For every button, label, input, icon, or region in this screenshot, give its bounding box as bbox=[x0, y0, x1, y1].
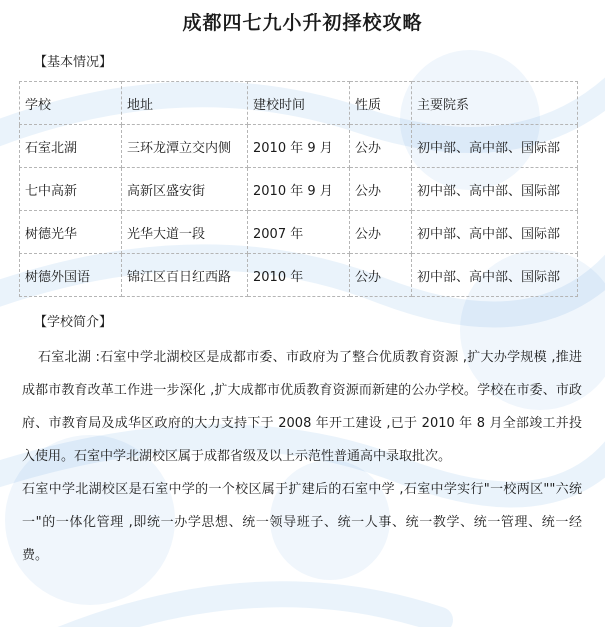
table-header-cell: 地址 bbox=[122, 82, 248, 125]
table-cell: 2007 年 bbox=[248, 211, 350, 254]
table-row bbox=[20, 125, 578, 168]
table-cell: 初中部、高中部、国际部 bbox=[412, 254, 578, 297]
table-cell: 公办 bbox=[350, 168, 412, 211]
school-intro-heading: 【学校简介】 bbox=[34, 315, 113, 330]
table-header-row bbox=[20, 82, 578, 125]
school-intro-text bbox=[22, 341, 582, 572]
basic-info-heading: 【基本情况】 bbox=[34, 55, 113, 70]
page-title: 成都四七九小升初择校攻略 bbox=[182, 12, 423, 34]
table-cell: 2010 年 9 月 bbox=[248, 168, 350, 211]
table-cell: 三环龙潭立交内侧 bbox=[122, 125, 248, 168]
school-info-table bbox=[19, 81, 578, 297]
table-cell: 公办 bbox=[350, 125, 412, 168]
table-cell: 光华大道一段 bbox=[122, 211, 248, 254]
table-cell: 公办 bbox=[350, 254, 412, 297]
table-row bbox=[20, 254, 578, 297]
table-header-cell: 性质 bbox=[350, 82, 412, 125]
table-cell: 七中高新 bbox=[20, 168, 122, 211]
table-cell: 高新区盛安街 bbox=[122, 168, 248, 211]
table-cell: 公办 bbox=[350, 211, 412, 254]
table-cell: 石室北湖 bbox=[20, 125, 122, 168]
table-cell: 初中部、高中部、国际部 bbox=[412, 125, 578, 168]
table-cell: 初中部、高中部、国际部 bbox=[412, 168, 578, 211]
intro-paragraph: 石室中学北湖校区是石室中学的一个校区属于扩建后的石室中学 ,石室中学实行"一校两区""六统一"的一体化管理 ,即统一办学思想、统一领导班子、统一人事、统一教学、统一管理、统一经费。 bbox=[22, 482, 582, 563]
table-cell: 2010 年 9 月 bbox=[248, 125, 350, 168]
table-cell: 树德光华 bbox=[20, 211, 122, 254]
table-row bbox=[20, 168, 578, 211]
table-cell: 树德外国语 bbox=[20, 254, 122, 297]
table-cell: 初中部、高中部、国际部 bbox=[412, 211, 578, 254]
table-cell: 锦江区百日红西路 bbox=[122, 254, 248, 297]
table-cell: 2010 年 bbox=[248, 254, 350, 297]
table-header-cell: 建校时间 bbox=[248, 82, 350, 125]
table-header-cell: 学校 bbox=[20, 82, 122, 125]
intro-paragraph: 石室北湖 :石室中学北湖校区是成都市委、市政府为了整合优质教育资源 ,扩大办学规模 ,推进成都市教育改革工作进一步深化 ,扩大成都市优质教育资源而新建的公办学校。学校在市委、市政府、市教育局及成华区政府的大力支持下于 2008 年开工建设 ,已于 2010 年 8 月全部竣工并投入使用。石室中学北湖校区属于成都省级及以上示范性普通高中录取批次。 bbox=[22, 350, 582, 464]
table-header-cell: 主要院系 bbox=[412, 82, 578, 125]
table-row bbox=[20, 211, 578, 254]
